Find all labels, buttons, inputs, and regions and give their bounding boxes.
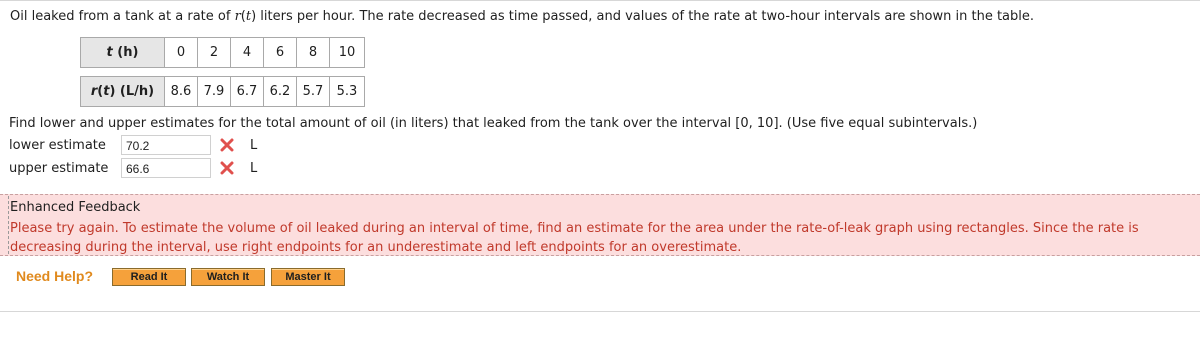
time-cell: 8 [297, 38, 330, 68]
watch-it-button[interactable]: Watch It [191, 268, 265, 286]
rate-cell: 6.2 [264, 77, 297, 107]
feedback-text: Please try again. To estimate the volume of oil leaked during an interval of time, find an estimate for the area under the rate-of-leak graph using rectangles. Since the rate is decreasing during the interval, use right endpoints for an underestimate and left endpoints for an overestimate. [10, 221, 1139, 255]
time-cell: 0 [165, 38, 198, 68]
rate-cell: 6.7 [231, 77, 264, 107]
need-help-label: Need Help? [16, 268, 94, 284]
function-name: r [234, 9, 241, 24]
upper-estimate-label: upper estimate [9, 161, 109, 176]
question-text: Find lower and upper estimates for the total amount of oil (in liters) that leaked from the tank over the interval [0, 10]. (Use five equal subintervals.) [9, 116, 978, 131]
function-arg: (t) [240, 9, 257, 24]
rate-table [80, 37, 365, 107]
rate-cell: 7.9 [198, 77, 231, 107]
master-it-button[interactable]: Master It [271, 268, 345, 286]
rate-row [81, 77, 365, 107]
rate-header: r(t) (L/h) [81, 77, 165, 107]
feedback-title: Enhanced Feedback [10, 200, 141, 215]
lower-estimate-label: lower estimate [9, 138, 106, 153]
time-cell: 4 [231, 38, 264, 68]
time-cell: 6 [264, 38, 297, 68]
rate-cell: 5.7 [297, 77, 330, 107]
incorrect-x-icon [220, 161, 234, 175]
bottom-divider [0, 311, 1200, 312]
problem-statement [10, 9, 1034, 25]
incorrect-x-icon [220, 138, 234, 152]
read-it-button[interactable]: Read It [112, 268, 186, 286]
time-cell: 10 [330, 38, 365, 68]
rate-cell: 5.3 [330, 77, 365, 107]
time-header: t (h) [81, 38, 165, 68]
rate-cell: 8.6 [165, 77, 198, 107]
lower-estimate-input[interactable]: 70.2 [121, 135, 211, 155]
upper-estimate-input[interactable]: 66.6 [121, 158, 211, 178]
time-cell: 2 [198, 38, 231, 68]
time-row [81, 38, 365, 68]
lower-estimate-unit: L [250, 138, 258, 153]
upper-estimate-unit: L [250, 161, 258, 176]
top-divider [0, 0, 1200, 1]
problem-text-part2: liters per hour. The rate decreased as time passed, and values of the rate at two-hour intervals are shown in the table. [256, 9, 1035, 24]
problem-text-part1: Oil leaked from a tank at a rate of [10, 9, 235, 24]
feedback-panel-border [8, 196, 9, 254]
